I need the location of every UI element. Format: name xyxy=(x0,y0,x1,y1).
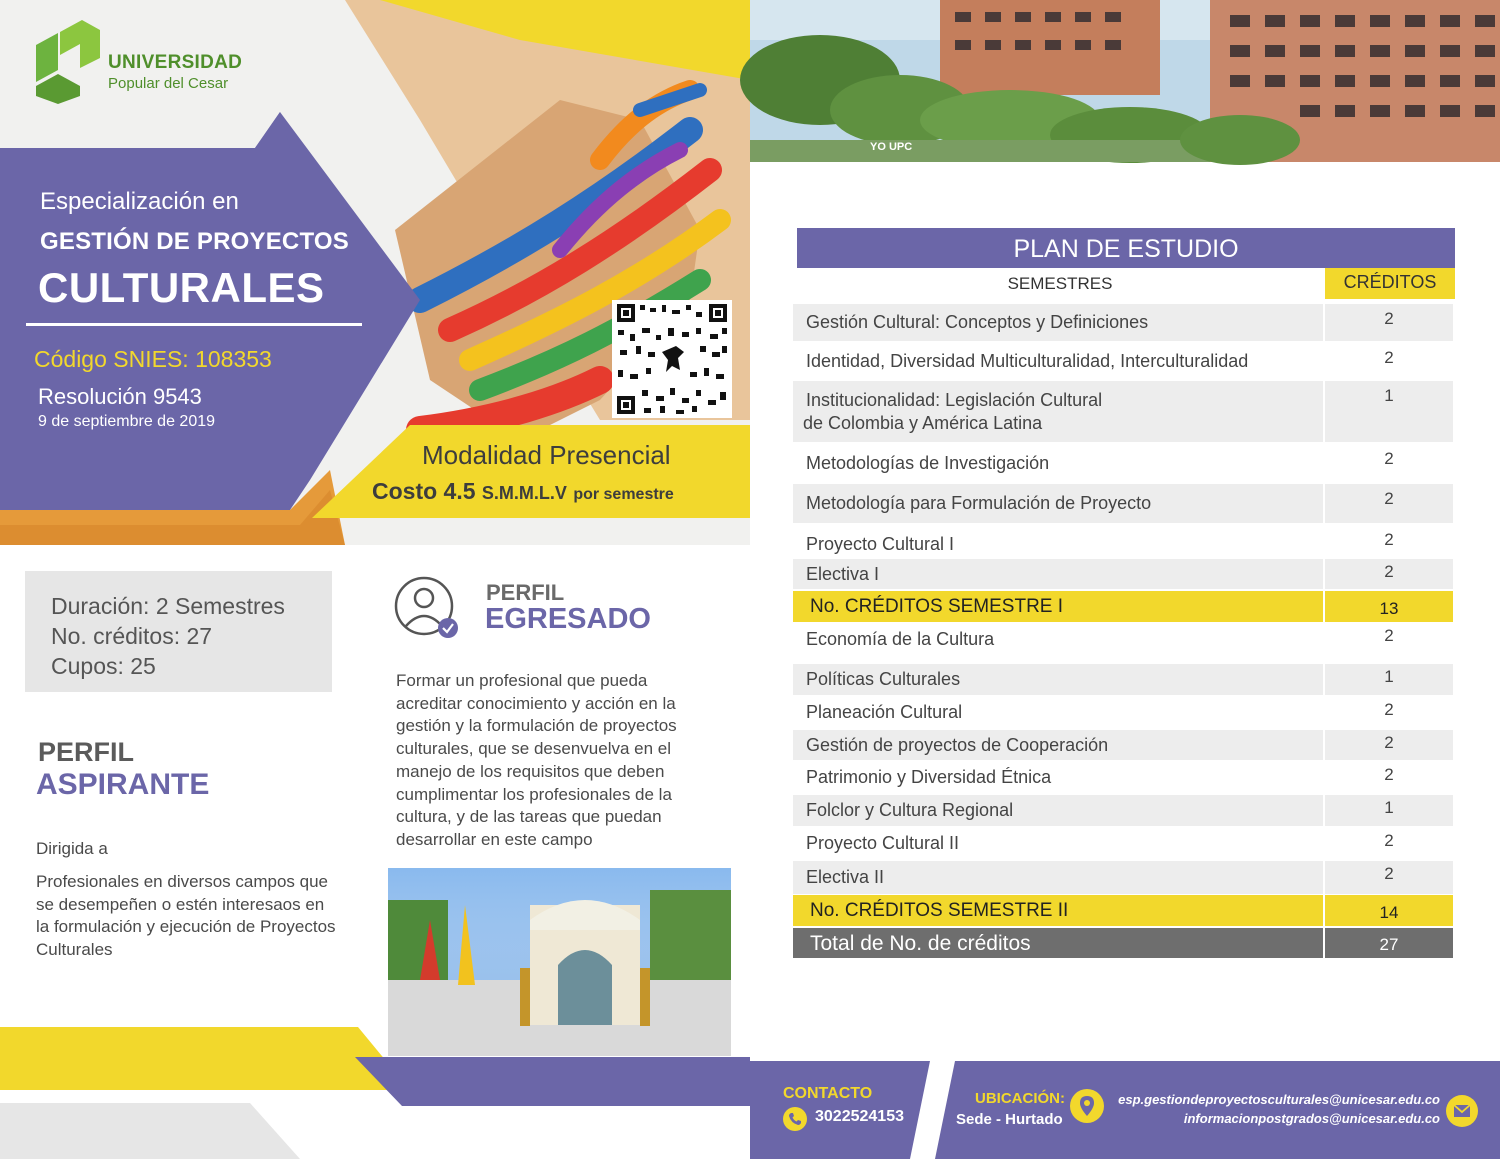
cost-suffix: por semestre xyxy=(573,486,674,503)
email-postgrados[interactable]: informacionpostgrados@unicesar.edu.co xyxy=(1183,1111,1440,1126)
course-credits: 2 xyxy=(1325,730,1453,760)
plan-title: PLAN DE ESTUDIO xyxy=(797,228,1455,268)
course-credits: 2 xyxy=(1325,525,1453,557)
cost-label xyxy=(372,478,674,505)
course-credits: 2 xyxy=(1325,304,1453,341)
location-pin-icon xyxy=(1070,1089,1104,1123)
course-name xyxy=(793,381,1323,442)
course-name: Electiva I xyxy=(793,559,1323,589)
course-credits: 2 xyxy=(1325,559,1453,589)
program-intro: Especialización en xyxy=(40,188,239,215)
course-name: Proyecto Cultural II xyxy=(793,828,1323,859)
course-credits: 2 xyxy=(1325,828,1453,859)
perfil-aspirante-label: PERFIL xyxy=(38,737,135,767)
course-name: Folclor y Cultura Regional xyxy=(793,795,1323,826)
table-row xyxy=(793,624,1453,662)
table-row xyxy=(793,795,1453,826)
course-credits: 1 xyxy=(1325,795,1453,826)
total-credits: No. créditos: 27 xyxy=(51,623,213,649)
perfil-aspirante-intro: Dirigida a xyxy=(36,839,108,858)
course-credits: 1 xyxy=(1325,664,1453,695)
course-credits: 2 xyxy=(1325,861,1453,894)
campus-photo xyxy=(740,0,1500,165)
semesters-header: SEMESTRES xyxy=(1007,274,1113,293)
location-value: Sede - Hurtado xyxy=(956,1111,1063,1128)
contact-phone[interactable]: 3022524153 xyxy=(815,1108,904,1125)
table-row xyxy=(793,828,1453,859)
perfil-egresado-title: EGRESADO xyxy=(485,603,651,635)
table-row xyxy=(793,861,1453,894)
table-row xyxy=(793,559,1453,589)
mail-icon xyxy=(1446,1095,1478,1127)
table-row xyxy=(793,484,1453,523)
program-title-big: CULTURALES xyxy=(38,264,325,311)
subtotal-label: No. CRÉDITOS SEMESTRE I xyxy=(793,591,1323,622)
contact-label: CONTACTO xyxy=(783,1085,873,1102)
course-name: Planeación Cultural xyxy=(793,697,1323,728)
course-name: Metodologías de Investigación xyxy=(793,444,1323,482)
email-program[interactable]: esp.gestiondeproyectosculturales@unicesar.edu.co xyxy=(1118,1092,1440,1107)
campus-sign: YO UPC xyxy=(870,141,913,153)
course-name: Gestión Cultural: Conceptos y Definiciones xyxy=(793,304,1323,341)
total-value: 27 xyxy=(1325,928,1453,958)
course-name: Proyecto Cultural I xyxy=(793,525,1323,557)
course-name-line2: de Colombia y América Latina xyxy=(803,412,1043,433)
subtotal-row xyxy=(793,895,1453,926)
table-row xyxy=(793,304,1453,341)
subtotal-label: No. CRÉDITOS SEMESTRE II xyxy=(793,895,1323,926)
location-label: UBICACIÓN: xyxy=(975,1090,1065,1107)
table-row xyxy=(793,664,1453,695)
course-credits: 2 xyxy=(1325,762,1453,793)
subtotal-value: 13 xyxy=(1325,591,1453,622)
cost-prefix: Costo 4.5 xyxy=(372,478,476,504)
course-name: Electiva II xyxy=(793,861,1323,894)
table-row xyxy=(793,525,1453,557)
table-row xyxy=(793,444,1453,482)
perfil-aspirante-title: ASPIRANTE xyxy=(36,768,210,801)
cost-unit: S.M.M.L.V xyxy=(481,483,567,503)
course-credits: 2 xyxy=(1325,697,1453,728)
resolution: Resolución 9543 xyxy=(38,384,202,409)
duration: Duración: 2 Semestres xyxy=(51,593,285,619)
graduate-profile-icon xyxy=(392,576,464,644)
table-row xyxy=(793,697,1453,728)
table-row xyxy=(793,730,1453,760)
course-name-line1: Institucionalidad: Legislación Cultural xyxy=(806,389,1103,410)
total-row xyxy=(793,928,1453,958)
course-credits: 2 xyxy=(1325,624,1453,662)
course-credits: 1 xyxy=(1325,381,1453,442)
course-name: Economía de la Cultura xyxy=(793,624,1323,662)
title-divider xyxy=(26,323,362,326)
program-info-box xyxy=(25,571,332,692)
table-row xyxy=(793,343,1453,379)
course-credits: 2 xyxy=(1325,484,1453,523)
table-row xyxy=(793,381,1453,442)
resolution-date: 9 de septiembre de 2019 xyxy=(38,413,216,430)
logo-line2: Popular del Cesar xyxy=(108,75,229,92)
arts-building-photo xyxy=(388,868,731,1056)
phone-icon xyxy=(783,1107,807,1131)
table-row xyxy=(793,762,1453,793)
course-credits: 2 xyxy=(1325,343,1453,379)
course-name: Patrimonio y Diversidad Étnica xyxy=(793,762,1323,793)
course-name: Identidad, Diversidad Multiculturalidad, Interculturalidad xyxy=(793,343,1323,379)
logo-line1: UNIVERSIDAD xyxy=(108,52,243,73)
university-logo-text xyxy=(108,52,242,92)
perfil-egresado-text: Formar un profesional que pueda acreditar conocimiento y acción en la gestión y la formulación de proyectos culturales, que se desenvuelva en el manejo de los requisitos que deben cumplimentar los profesionales de la cultura, y de las tareas que puedan desarrollar en este campo xyxy=(396,671,677,849)
snies-code: Código SNIES: 108353 xyxy=(34,346,272,372)
course-name: Gestión de proyectos de Cooperación xyxy=(793,730,1323,760)
perfil-egresado-label: PERFIL xyxy=(486,580,565,605)
subtotal-value: 14 xyxy=(1325,895,1453,926)
modality-label: Modalidad Presencial xyxy=(422,440,671,470)
course-credits: 2 xyxy=(1325,444,1453,482)
total-label: Total de No. de créditos xyxy=(793,928,1323,958)
course-name: Metodología para Formulación de Proyecto xyxy=(793,484,1323,523)
perfil-aspirante-text: Profesionales en diversos campos que se desempeñen o estén interesaos en la formulación y ejecución de Proyectos Culturales xyxy=(36,872,336,959)
subtotal-row xyxy=(793,591,1453,622)
course-name: Políticas Culturales xyxy=(793,664,1323,695)
seats: Cupos: 25 xyxy=(51,653,156,679)
program-title-mid: GESTIÓN DE PROYECTOS xyxy=(40,228,349,255)
credits-header: CRÉDITOS xyxy=(1325,268,1455,299)
